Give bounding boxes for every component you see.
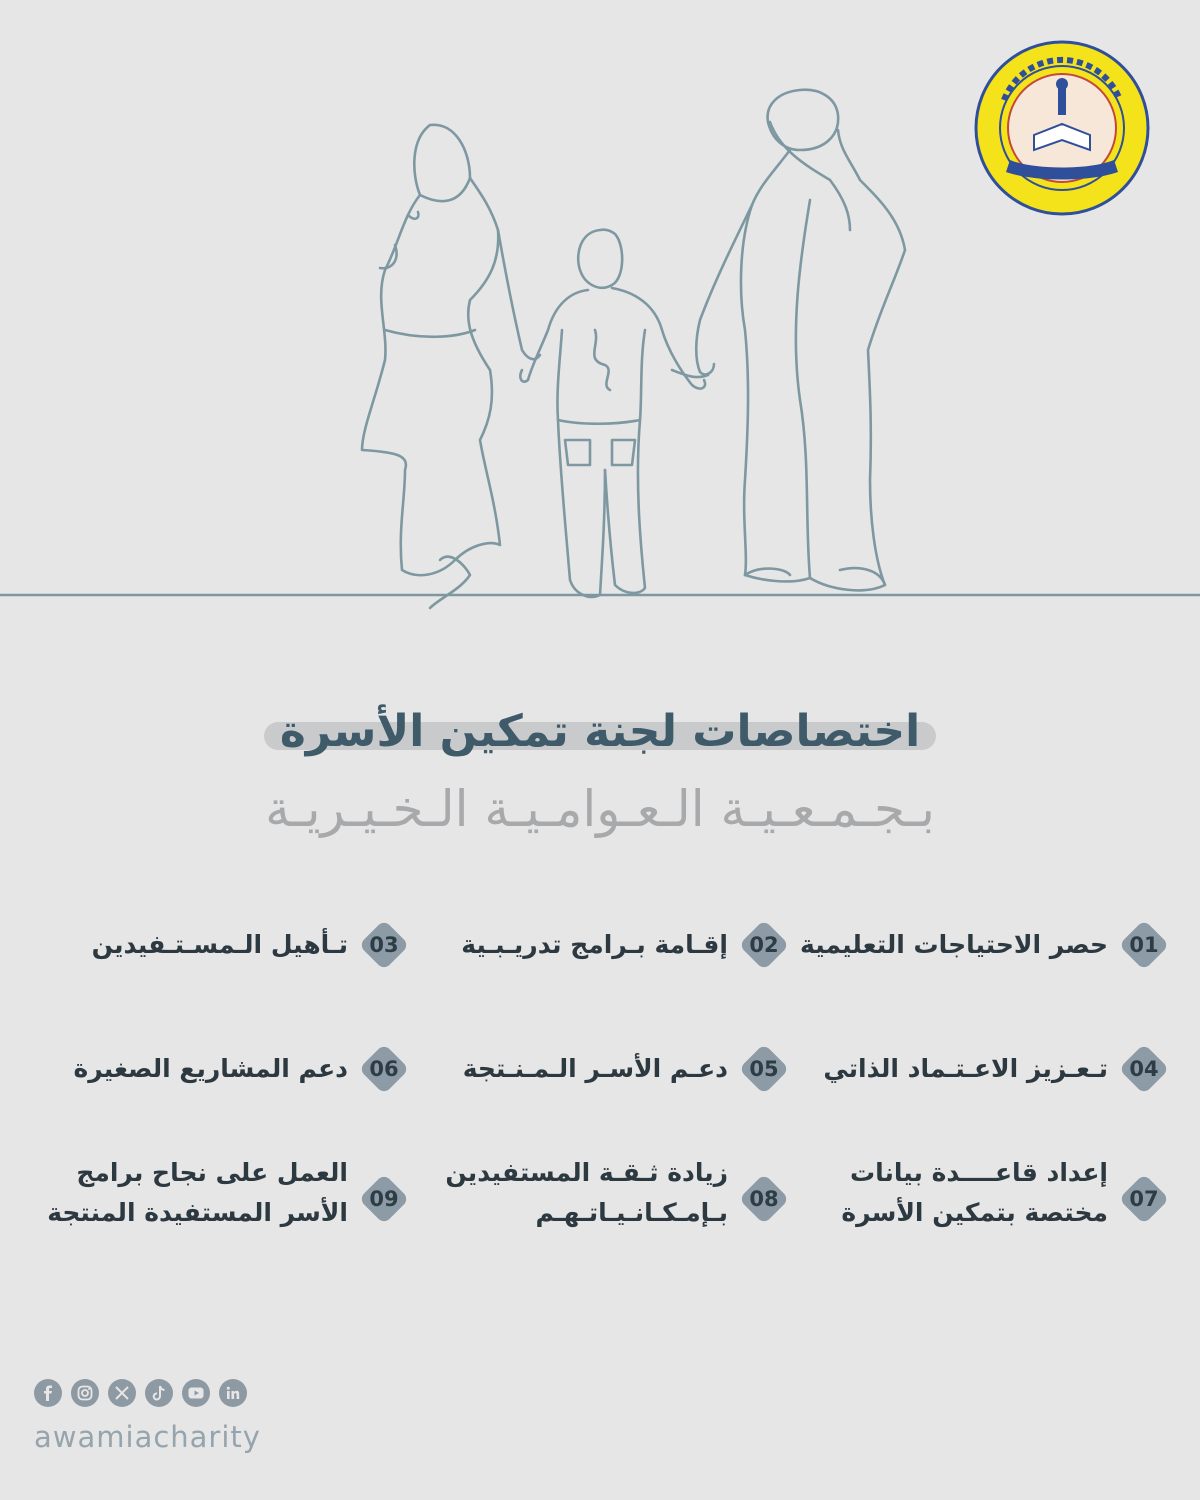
specialty-item [30, 1029, 410, 1153]
specialty-item [790, 1153, 1170, 1277]
specialty-item [30, 905, 410, 1029]
specialty-text [445, 1153, 728, 1233]
specialty-text-line: إعداد قاعــــدة بيانات [850, 1158, 1108, 1187]
number-badge: 02 [738, 919, 790, 971]
specialty-text: إقـامة بـرامج تدريـبـية [461, 930, 728, 959]
specialty-item [410, 1153, 790, 1277]
specialty-text: تـعـزيز الاعـتـماد الذاتي [823, 1054, 1108, 1083]
specialties-grid [30, 905, 1170, 1277]
specialty-item [410, 1029, 790, 1153]
specialty-item [790, 1029, 1170, 1153]
specialty-item [790, 905, 1170, 1029]
social-links [34, 1379, 247, 1407]
specialty-text-line: الأسر المستفيدة المنتجة [47, 1198, 348, 1227]
specialty-text: تـأهيل الـمسـتـفيدين [91, 930, 348, 959]
specialty-text-line: بـإمـكـانـيـاتـهـم [535, 1198, 728, 1227]
specialty-item [30, 1153, 410, 1277]
x-icon[interactable] [108, 1379, 136, 1407]
title-area [0, 700, 1200, 764]
association-logo [974, 40, 1150, 216]
youtube-icon[interactable] [182, 1379, 210, 1407]
specialties-row [30, 1153, 1170, 1277]
specialty-item [410, 905, 790, 1029]
specialties-row [30, 905, 1170, 1029]
specialty-text: حصر الاحتياجات التعليمية [800, 930, 1108, 959]
number-badge: 06 [358, 1043, 410, 1095]
number-badge: 04 [1118, 1043, 1170, 1095]
page-title: اختصاصات لجنة تمكين الأسرة [279, 706, 921, 757]
number-badge: 01 [1118, 919, 1170, 971]
facebook-icon[interactable] [34, 1379, 62, 1407]
specialty-text: دعم المشاريع الصغيرة [73, 1054, 348, 1083]
specialty-text: دعـم الأسـر الـمـنـتجة [462, 1054, 728, 1083]
tiktok-icon[interactable] [145, 1379, 173, 1407]
specialty-text [841, 1153, 1108, 1233]
specialty-text-line: مختصة بتمكين الأسرة [841, 1198, 1108, 1227]
number-badge: 03 [358, 919, 410, 971]
number-badge: 08 [738, 1173, 790, 1225]
instagram-icon[interactable] [71, 1379, 99, 1407]
page-subtitle: بـجـمـعـيـة الـعـوامـيـة الـخـيـريـة [265, 780, 935, 838]
linkedin-icon[interactable] [219, 1379, 247, 1407]
social-handle[interactable]: awamiacharity [34, 1420, 261, 1454]
specialty-text [47, 1153, 348, 1233]
specialty-text-line: العمل على نجاح برامج [76, 1158, 348, 1187]
number-badge: 09 [358, 1173, 410, 1225]
number-badge: 07 [1118, 1173, 1170, 1225]
specialty-text-line: زيادة ثـقـة المستفيدين [445, 1158, 728, 1187]
specialties-row [30, 1029, 1170, 1153]
number-badge: 05 [738, 1043, 790, 1095]
